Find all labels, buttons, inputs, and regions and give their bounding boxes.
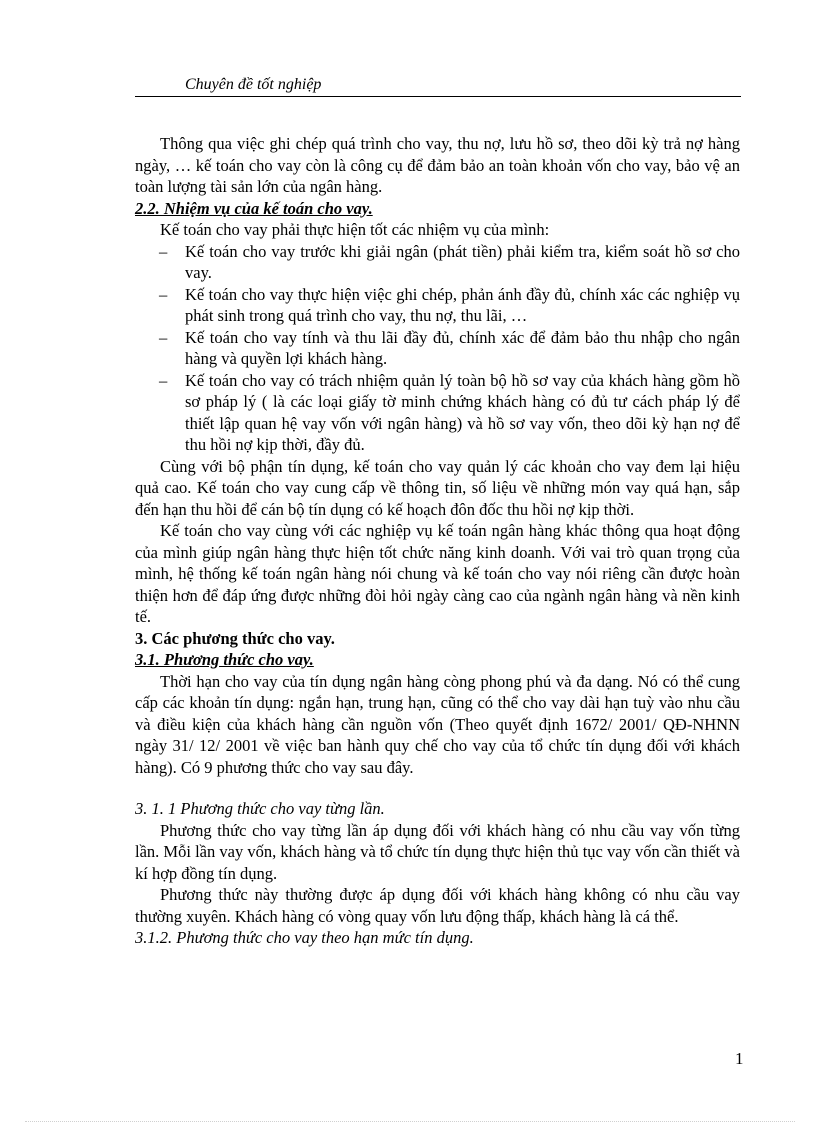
heading-2-2: 2.2. Nhiệm vụ của kế toán cho vay. — [135, 198, 373, 218]
document-body — [135, 133, 740, 949]
dash-bullet-icon: – — [159, 370, 168, 390]
spacer — [135, 778, 740, 798]
page-number: 1 — [735, 1049, 744, 1068]
dash-bullet-icon: – — [159, 241, 168, 261]
heading-3-1-1: 3. 1. 1 Phương thức cho vay từng lần. — [135, 799, 385, 818]
bullet-text: Kế toán cho vay thực hiện việc ghi chép, phản ánh đầy đủ, chính xác các nghiệp vụ phát sinh trong quá trình cho vay, thu nợ, thu lãi, … — [185, 284, 740, 325]
heading-3: 3. Các phương thức cho vay. — [135, 628, 335, 648]
header-title: Chuyên đề tốt nghiệp — [185, 76, 322, 93]
paragraph-credit-dept: Cùng với bộ phận tín dụng, kế toán cho vay quản lý các khoản cho vay đem lại hiệu quả cao. Kế toán cho vay cung cấp về thông tin, số liệu về những món vay quá hạn, sắp đến hạn thu hồi để cán bộ tín dụng có kế hoạch đôn đốc thu hồi nợ kịp thời. — [135, 456, 740, 519]
paragraph-intro: Thông qua việc ghi chép quá trình cho vay, thu nợ, lưu hồ sơ, theo dõi kỳ trả nợ hàng ngày, … kế toán cho vay còn là công cụ để đảm bảo an toàn khoản vốn cho vay, bảo vệ an toàn lượng tài sản lớn của ngân hàng. — [135, 134, 740, 196]
paragraph-role: Kế toán cho vay cùng với các nghiệp vụ kế toán ngân hàng khác thông qua hoạt động của mình giúp ngân hàng thực hiện tốt chức năng kinh doanh. Với vai trò quan trọng của mình, hệ thống kế toán ngân hàng nói chung và kế toán cho vay nói riêng cần được hoàn thiện hơn để đáp ứng được những đòi hỏi ngày càng cao của ngành ngân hàng và nền kinh tế. — [135, 521, 740, 626]
bullet-item — [135, 370, 740, 456]
paragraph-single-loan-usage: Phương thức này thường được áp dụng đối với khách hàng không có nhu cầu vay thường xuyên. Khách hàng có vòng quay vốn lưu động thấp, khách hàng là cá thể. — [135, 885, 740, 926]
bullet-item — [135, 241, 740, 284]
bullet-item — [135, 327, 740, 370]
dash-bullet-icon: – — [159, 327, 168, 347]
heading-3-1: 3.1. Phương thức cho vay. — [135, 650, 314, 669]
paragraph-single-loan: Phương thức cho vay từng lần áp dụng đối với khách hàng có nhu cầu vay vốn từng lần. Mỗi lần vay vốn, khách hàng và tổ chức tín dụng thực hiện thủ tục vay vốn cần thiết và kí hợp đồng tín dụng. — [135, 820, 740, 883]
footer-divider — [25, 1121, 795, 1122]
paragraph-loan-terms: Thời hạn cho vay của tín dụng ngân hàng còng phong phú và đa dạng. Nó có thể cung cấp các khoản tín dụng: ngắn hạn, trung hạn, cũng có thể cho vay dài hạn tuỳ vào nhu cầu và điều kiện của khách hàng cần nguồn vốn (Theo quyết định 1672/ 2001/ QĐ-NHNN ngày 31/ 12/ 2001 về việc ban hành quy chế cho vay của tổ chức tín dụng đối với khách hàng). Có 9 phương thức cho vay sau đây. — [135, 671, 740, 777]
bullet-item — [135, 284, 740, 327]
paragraph-tasks-intro: Kế toán cho vay phải thực hiện tốt các nhiệm vụ của mình: — [160, 220, 550, 239]
bullet-text: Kế toán cho vay trước khi giải ngân (phát tiền) phải kiểm tra, kiểm soát hồ sơ cho vay. — [185, 241, 740, 282]
heading-3-1-2: 3.1.2. Phương thức cho vay theo hạn mức tín dụng. — [135, 928, 474, 947]
dash-bullet-icon: – — [159, 284, 168, 304]
bullet-text: Kế toán cho vay tính và thu lãi đầy đủ, chính xác để đảm bảo thu nhập cho ngân hàng và quyền lợi khách hàng. — [185, 327, 740, 368]
page-header — [135, 76, 741, 97]
bullet-text: Kế toán cho vay có trách nhiệm quản lý toàn bộ hồ sơ vay của khách hàng gồm hồ sơ pháp lý ( là các loại giấy tờ minh chứng khách hàng có đủ tư cách pháp lý để thiết lập quan hệ vay vốn với ngân hàng) và hồ sơ vay vốn, theo dõi kỳ hạn nợ để thu hồi nợ kịp thời, đầy đủ. — [185, 370, 740, 454]
